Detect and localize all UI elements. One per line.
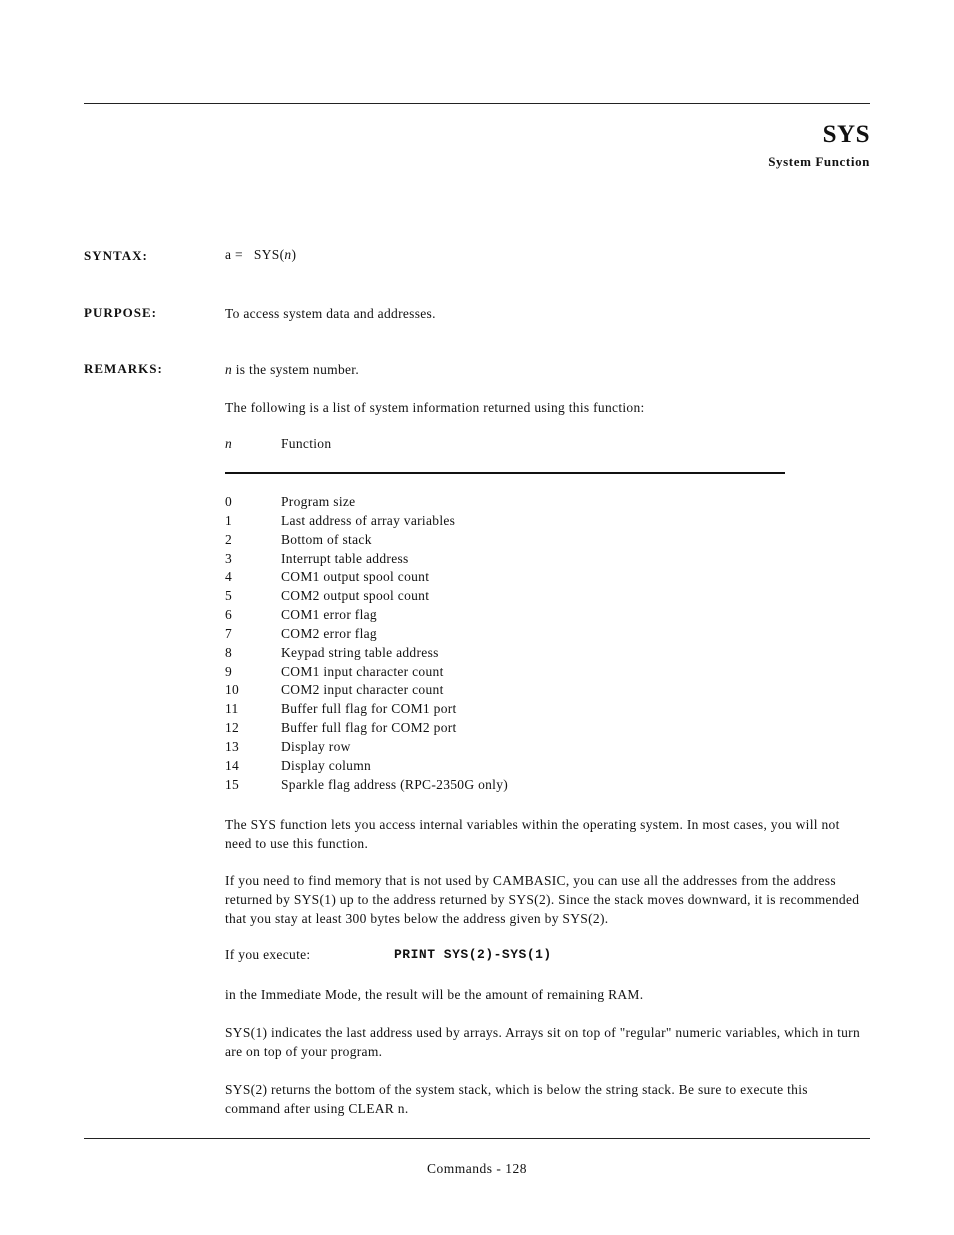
table-row-function: COM1 input character count (281, 663, 444, 679)
syntax-arg: n (284, 247, 292, 262)
table-row-n: 1 (225, 512, 233, 528)
table-row-function: Buffer full flag for COM1 port (281, 701, 457, 717)
table-row (225, 568, 785, 587)
exec-label: If you execute: (225, 947, 311, 962)
paragraph-1: The SYS function lets you access internal variables within the operating system. In most cases, you will not need to use this function. (225, 817, 840, 851)
table-row (225, 493, 785, 512)
exec-code: PRINT SYS(2)-SYS(1) (394, 947, 552, 962)
list-intro: The following is a list of system information returned using this function: (225, 400, 645, 415)
table-header-n: n (225, 436, 232, 451)
table-row-function: COM1 output spool count (281, 569, 430, 585)
purpose-text: To access system data and addresses. (225, 306, 436, 321)
table-row-n: 0 (225, 494, 233, 509)
table-row (225, 776, 785, 795)
syntax-suffix: ) (291, 247, 297, 262)
table-row (225, 512, 785, 531)
table-row-n: 6 (225, 607, 233, 623)
table-row (225, 700, 785, 719)
table-row-n: 12 (225, 720, 240, 736)
table-row-function: Buffer full flag for COM2 port (281, 720, 457, 736)
page-title: SYS (822, 121, 870, 148)
remarks-intro-var: n (225, 362, 233, 377)
table-row-n: 9 (225, 663, 233, 679)
table-row-n: 7 (225, 625, 233, 641)
header-rule (84, 103, 870, 104)
table-row-function: COM1 error flag (281, 607, 377, 623)
function-table (225, 493, 785, 795)
table-row (225, 606, 785, 625)
table-row-function: Sparkle flag address (RPC-2350G only) (281, 776, 509, 792)
remarks-intro-text: is the system number. (232, 362, 360, 377)
table-row (225, 550, 785, 569)
table-row-function: Program size (281, 494, 356, 509)
remarks-intro (225, 360, 865, 379)
table-row-function: Keypad string table address (281, 644, 439, 660)
table-row-n: 13 (225, 738, 240, 754)
table-row-function: Display column (281, 757, 372, 773)
paragraph-3: in the Immediate Mode, the result will be the amount of remaining RAM. (225, 987, 644, 1002)
table-row-n: 2 (225, 531, 233, 547)
table-row (225, 757, 785, 776)
page-footer: Commands - 128 (427, 1161, 527, 1176)
table-row-n: 14 (225, 757, 240, 773)
table-row-function: Display row (281, 738, 351, 754)
page-subtitle: System Function (768, 154, 870, 169)
table-row (225, 719, 785, 738)
table-row (225, 587, 785, 606)
table-row-n: 8 (225, 644, 233, 660)
table-row (225, 644, 785, 663)
table-row-n: 15 (225, 776, 240, 792)
table-row-function: Interrupt table address (281, 550, 409, 566)
footer-rule (84, 1138, 870, 1139)
table-row-function: Last address of array variables (281, 512, 456, 528)
table-row-n: 3 (225, 550, 233, 566)
table-row-function: Bottom of stack (281, 531, 372, 547)
remarks-label: REMARKS: (84, 361, 163, 376)
purpose-label: PURPOSE: (84, 305, 157, 320)
table-row-function: COM2 error flag (281, 625, 377, 641)
paragraph-4: SYS(1) indicates the last address used by arrays. Arrays sit on top of "regular" numeric variables, which in turn are on top of your program. (225, 1025, 861, 1059)
table-header-function: Function (281, 436, 332, 451)
table-row (225, 681, 785, 700)
syntax-expression (225, 247, 296, 263)
table-row (225, 531, 785, 550)
paragraph-2: If you need to find memory that is not used by CAMBASIC, you can use all the addresses from the address returned by SYS(1) up to the address returned by SYS(2). Since the stack moves downward, it is recommended that you stay at least 300 bytes below the address given by SYS(2). (225, 873, 860, 926)
table-row-function: COM2 output spool count (281, 588, 430, 604)
table-rule (225, 472, 785, 474)
table-row-n: 11 (225, 701, 239, 717)
exec-line (225, 947, 865, 963)
table-row (225, 663, 785, 682)
syntax-label: SYNTAX: (84, 248, 148, 263)
table-row-n: 10 (225, 682, 240, 698)
table-row (225, 625, 785, 644)
table-row-n: 5 (225, 588, 233, 604)
syntax-prefix: a = SYS( (225, 247, 285, 262)
paragraph-5: SYS(2) returns the bottom of the system stack, which is below the string stack. Be sure to execute this command after using CLEAR n. (225, 1082, 808, 1116)
table-row-function: COM2 input character count (281, 682, 444, 698)
table-row-n: 4 (225, 569, 233, 585)
table-row (225, 738, 785, 757)
